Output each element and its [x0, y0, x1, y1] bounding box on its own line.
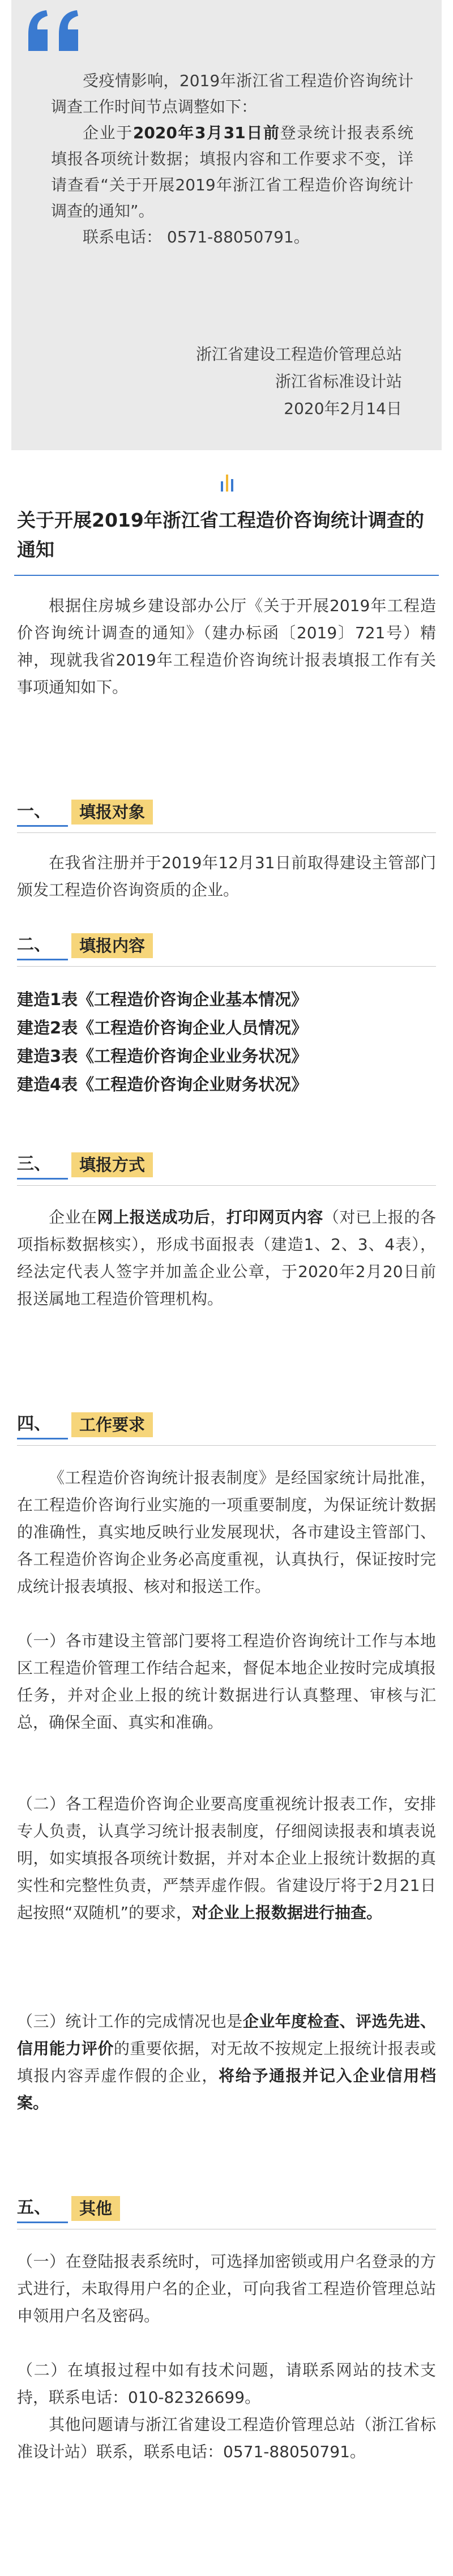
section-divider [17, 966, 436, 967]
notice-contact: 联系电话： 0571-88050791。 [83, 228, 310, 246]
section-2-heading [17, 933, 153, 960]
article-title: 关于开展2019年浙江省工程造价咨询统计调查的通知 [17, 509, 424, 561]
section-number: 一、 [17, 800, 68, 827]
form-item: 建造3表《工程造价咨询企业业务状况》 [17, 1046, 308, 1066]
section-4-paragraph-1: 《工程造价咨询统计报表制度》是经国家统计局批准，在工程造价咨询行业实施的一项重要制度，为保证统计数据的准确性，真实地反映行业发展现状，各市建设主管部门、各工程造价咨询企业务必高度重视，认真执行，保证按时完成统计报表填报、核对和报送工作。 [17, 1468, 436, 1596]
section-divider [17, 1185, 436, 1186]
section-4-heading [17, 1412, 153, 1439]
section-5-paragraph-3: 其他问题请与浙江省建设工程造价管理总站（浙江省标准设计站）联系，联系电话：0571-88050791。 [17, 2415, 436, 2461]
section-4-paragraph-3: （二）各工程造价咨询企业要高度重视统计报表工作，安排专人负责，认真学习统计报表制度，仔细阅读报表和填表说明，如实填报各项统计数据，并对本企业上报统计数据的真实性和完整性负责，严禁弄虚作假。省建设厅将于2月21日起按照“双随机”的要求，对企业上报数据进行抽查。 [17, 1795, 436, 1922]
notice-paragraph-2: 企业于2020年3月31日前登录统计报表系统填报各项统计数据；填报内容和工作要求不变，详请查看“关于开展2019年浙江省工程造价咨询统计调查的通知”。 [51, 123, 413, 220]
section-title: 填报内容 [71, 933, 153, 958]
title-divider [14, 575, 439, 576]
section-divider [17, 1445, 436, 1446]
section-5-paragraph-2: （二）在填报过程中如有技术问题，请联系网站的技术支持，联系电话：010-82326699。 [17, 2361, 436, 2407]
section-title: 填报方式 [71, 1152, 153, 1177]
notice-body [51, 68, 413, 250]
form-list [17, 985, 436, 1099]
intro-paragraph: 根据住房城乡建设部办公厅《关于开展2019年工程造价咨询统计调查的通知》（建办标函〔2019〕721号）精神，现就我省2019年工程造价咨询统计报表填报工作有关事项通知如下。 [17, 596, 436, 697]
section-1-text: 在我省注册并于2019年12月31日前取得建设主管部门颁发工程造价咨询资质的企业。 [17, 853, 436, 899]
section-number: 二、 [17, 934, 68, 960]
signature-org-1: 浙江省建设工程造价管理总站 [195, 345, 402, 364]
bar-chart-divider-icon [221, 475, 233, 492]
signature-org-2: 浙江省标准设计站 [275, 372, 402, 391]
section-3-text: 企业在网上报送成功后，打印网页内容（对已上报的各项指标数据核实），形成书面报表（建造1、2、3、4表），经法定代表人签字并加盖企业公章，于2020年2月20日前报送属地工程造价管理机构。 [17, 1208, 436, 1308]
section-3-heading [17, 1152, 153, 1180]
section-number: 四、 [17, 1413, 68, 1439]
notice-box [11, 0, 442, 450]
section-title: 填报对象 [71, 800, 153, 825]
form-item: 建造1表《工程造价咨询企业基本情况》 [17, 990, 308, 1009]
section-title: 工作要求 [71, 1412, 153, 1437]
notice-deadline: 2020年3月31日前 [133, 123, 280, 142]
signature-date: 2020年2月14日 [284, 399, 402, 418]
section-title: 其他 [71, 2196, 120, 2221]
section-4-paragraph-4: （三）统计工作的完成情况也是企业年度检查、评选先进、信用能力评价的重要依据，对无故不按规定上报统计报表或填报内容弄虚作假的企业，将给予通报并记入企业信用档案。 [17, 2012, 436, 2112]
section-number: 三、 [17, 1153, 68, 1180]
notice-signature [196, 341, 402, 422]
section-5-heading [17, 2196, 120, 2223]
quote-mark-icon [24, 6, 92, 57]
section-divider [17, 832, 436, 833]
section-4-paragraph-2: （一）各市建设主管部门要将工程造价咨询统计工作与本地区工程造价管理工作结合起来，督促本地企业按时完成填报任务，并对企业上报的统计数据进行认真整理、审核与汇总，确保全面、真实和准确。 [17, 1631, 436, 1732]
form-item: 建造2表《工程造价咨询企业人员情况》 [17, 1018, 308, 1037]
section-number: 五、 [17, 2197, 68, 2223]
section-1-heading [17, 800, 153, 827]
section-5-paragraph-1: （一）在登陆报表系统时，可选择加密锁或用户名登录的方式进行，未取得用户名的企业，可向我省工程造价管理总站申领用户名及密码。 [17, 2252, 436, 2325]
notice-paragraph-1: 受疫情影响，2019年浙江省工程造价咨询统计调查工作时间节点调整如下： [51, 71, 413, 116]
form-item: 建造4表《工程造价咨询企业财务状况》 [17, 1075, 308, 1094]
